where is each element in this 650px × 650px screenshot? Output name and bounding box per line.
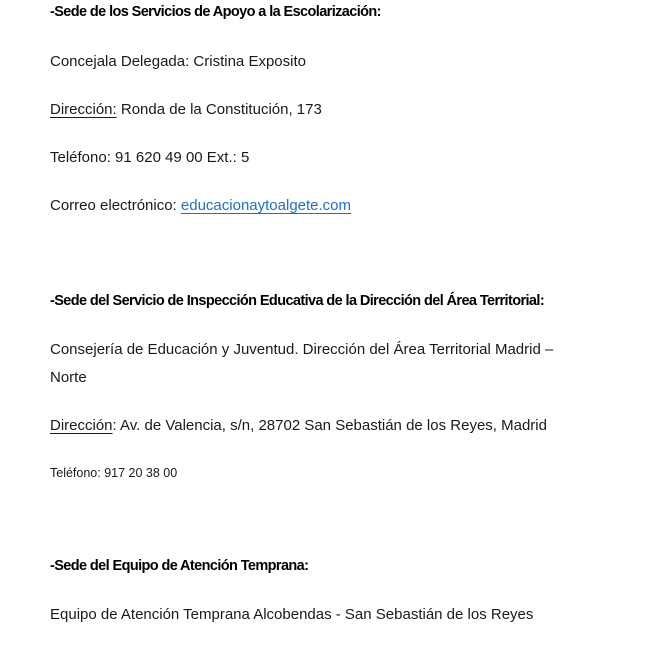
concejala-text: Concejala Delegada: Cristina Exposito (50, 53, 306, 70)
telefono-line-1: Teléfono: 91 620 49 00 Ext.: 5 (50, 149, 250, 166)
direccion-label: Dirección: (50, 101, 117, 118)
direccion-line-2 (50, 417, 547, 434)
organismo-line-1: Consejería de Educación y Juventud. Dirección del Área Territorial Madrid – (50, 341, 554, 358)
direccion-value: : Av. de Valencia, s/n, 28702 San Sebastián de los Reyes, Madrid (112, 417, 547, 434)
section-heading-atencion-temprana: -Sede del Equipo de Atención Temprana: (50, 558, 309, 574)
correo-label: Correo electrónico: (50, 197, 181, 214)
correo-line (50, 197, 351, 214)
email-link[interactable]: educacionaytoalgete.com (180, 197, 352, 214)
section-heading-inspeccion-educativa: -Sede del Servicio de Inspección Educativa de la Dirección del Área Territorial: (50, 293, 545, 309)
equipo-text: Equipo de Atención Temprana Alcobendas - San Sebastián de los Reyes (50, 606, 534, 623)
direccion-line-1 (50, 101, 322, 118)
direccion-label: Dirección (50, 417, 113, 434)
direccion-value: Ronda de la Constitución, 173 (116, 101, 322, 118)
organismo-line-2: Norte (50, 369, 87, 386)
telefono-line-2: Teléfono: 917 20 38 00 (50, 466, 178, 480)
section-heading-apoyo-escolarizacion: -Sede de los Servicios de Apoyo a la Escolarización: (50, 4, 381, 20)
